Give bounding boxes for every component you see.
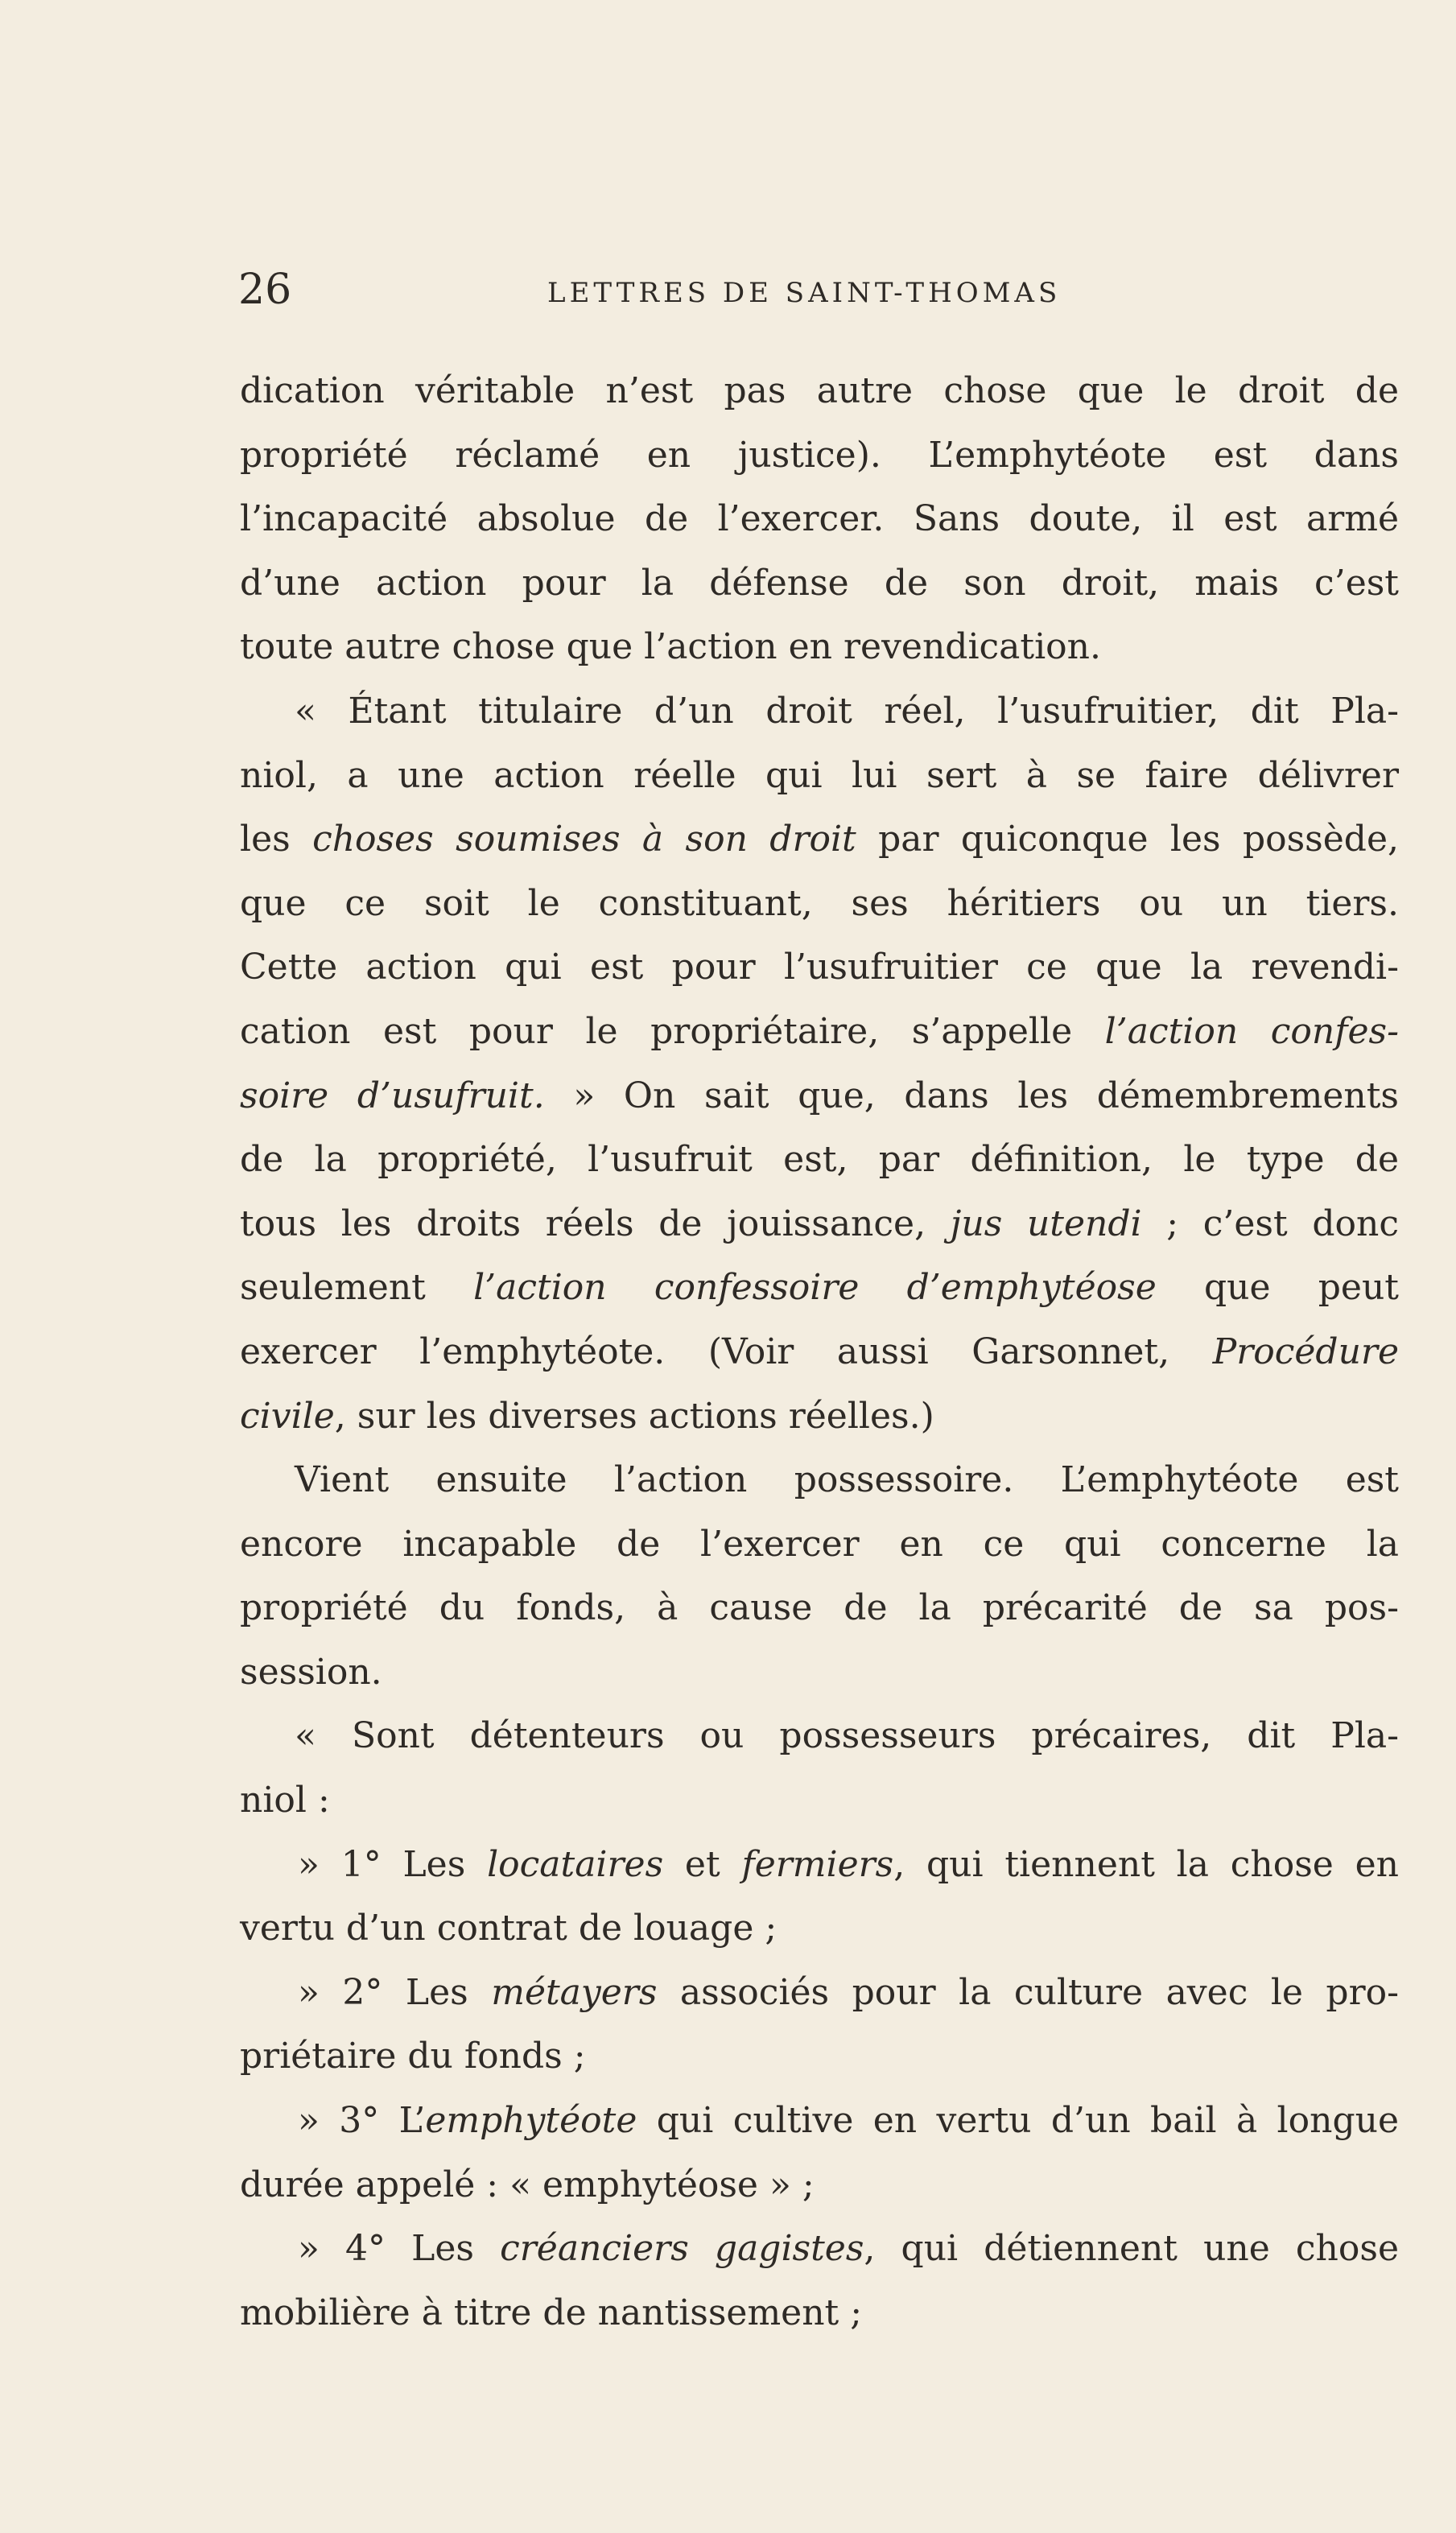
text-run: toute autre chose que l’action en revendication. (240, 626, 1101, 668)
text-line (240, 1064, 1399, 1128)
page-number: 26 (238, 266, 292, 314)
text-line (240, 1128, 1399, 1192)
text-line (240, 615, 1399, 679)
text-run: mobilière à titre de nantissement ; (240, 2292, 863, 2333)
italic-text: civile (240, 1395, 335, 1437)
text-line (240, 1833, 1399, 1897)
text-line (240, 1000, 1399, 1064)
text-run: » 3° L’ (298, 2100, 426, 2142)
text-line (240, 935, 1399, 1000)
text-line (240, 359, 1399, 423)
text-run: que ce soit le constituant, ses héritiers ou un tiers. (240, 882, 1399, 924)
text-line (240, 487, 1399, 551)
italic-text: choses soumises à son droit (312, 819, 856, 860)
text-run: » On sait que, dans les démembrements (544, 1075, 1399, 1116)
text-line (240, 2024, 1399, 2089)
text-run: « Sont détenteurs ou possesseurs précaires, dit Pla- (295, 1715, 1399, 1757)
text-run: » 2° Les (298, 1971, 492, 2013)
text-line (240, 1896, 1399, 1961)
text-line (240, 1961, 1399, 2025)
text-line (240, 423, 1399, 488)
text-run: seulement (240, 1267, 474, 1309)
italic-text: métayers (491, 1971, 658, 2013)
italic-text: fermiers (741, 1843, 894, 1885)
text-line (240, 2089, 1399, 2153)
text-line (240, 1640, 1399, 1705)
text-run: cation est pour le propriétaire, s’appelle (240, 1010, 1105, 1052)
text-run: qui cultive en vertu d’un bail à longue (637, 2100, 1399, 2142)
text-run: associés pour la culture avec le pro- (657, 1971, 1399, 2013)
text-run: propriété réclamé en justice). L’emphytéote est dans (240, 434, 1399, 476)
text-run: et (663, 1843, 742, 1885)
text-run: d’une action pour la défense de son droit, mais c’est (240, 562, 1399, 604)
text-run: niol, a une action réelle qui lui sert à se faire délivrer (240, 754, 1399, 796)
text-run: dication véritable n’est pas autre chose que le droit de (240, 370, 1399, 411)
text-line (240, 1256, 1399, 1320)
text-line (240, 551, 1399, 616)
text-run: niol : (240, 1780, 330, 1821)
text-line (240, 1512, 1399, 1577)
text-run: de la propriété, l’usufruit est, par définition, le type de (240, 1139, 1399, 1181)
italic-text: l’action confes- (1104, 1010, 1399, 1052)
text-run: par quiconque les possède, (856, 819, 1399, 860)
italic-text: créanciers gagistes (500, 2228, 864, 2270)
text-run: Cette action qui est pour l’usufruitier ce que la revendi- (240, 947, 1399, 988)
text-run: que peut (1156, 1267, 1399, 1309)
text-run: propriété du fonds, à cause de la précarité de sa pos- (240, 1587, 1399, 1629)
text-run: ; c’est donc (1141, 1203, 1400, 1244)
text-line (240, 1384, 1399, 1449)
text-line (240, 679, 1399, 744)
text-run: durée appelé : « emphytéose » ; (240, 2164, 815, 2205)
italic-text: l’action confessoire d’emphytéose (473, 1267, 1157, 1309)
text-line (240, 2217, 1399, 2281)
text-line (240, 1192, 1399, 1256)
text-line (240, 1448, 1399, 1512)
text-run: encore incapable de l’exercer en ce qui concerne la (240, 1523, 1399, 1565)
text-run: les (240, 819, 313, 860)
text-line (240, 1704, 1399, 1768)
text-run: session. (240, 1651, 382, 1693)
italic-text: jus utendi (950, 1203, 1142, 1244)
text-line (240, 2153, 1399, 2217)
text-run: » 4° Les (298, 2228, 501, 2270)
running-title: LETTRES DE SAINT-THOMAS (547, 277, 1062, 309)
text-run: » 1° Les (298, 1843, 488, 1885)
text-line (240, 2281, 1399, 2345)
italic-text: emphytéote (425, 2100, 637, 2142)
text-line (240, 1576, 1399, 1640)
text-run: priétaire du fonds ; (240, 2036, 586, 2077)
italic-text: soire d’usufruit. (240, 1075, 545, 1116)
text-line (240, 744, 1399, 808)
text-run: , qui détiennent une chose (864, 2228, 1400, 2270)
text-run: l’incapacité absolue de l’exercer. Sans doute, il est armé (240, 498, 1399, 540)
text-run: , qui tiennent la chose en (893, 1843, 1399, 1885)
text-run: , sur les diverses actions réelles.) (334, 1395, 934, 1437)
text-run: tous les droits réels de jouissance, (240, 1203, 951, 1244)
text-line (240, 1320, 1399, 1384)
text-run: vertu d’un contrat de louage ; (240, 1908, 777, 1949)
italic-text: Procédure (1212, 1330, 1399, 1372)
text-run: exercer l’emphytéote. (Voir aussi Garsonnet, (240, 1330, 1213, 1372)
italic-text: locataires (487, 1843, 664, 1885)
text-line (240, 807, 1399, 872)
text-run: Vient ensuite l’action possessoire. L’emphytéote est (295, 1459, 1399, 1501)
text-run: « Étant titulaire d’un droit réel, l’usufruitier, dit Pla- (295, 690, 1399, 732)
text-line (240, 1768, 1399, 1833)
text-line (240, 872, 1399, 936)
body-text (240, 359, 1399, 2345)
